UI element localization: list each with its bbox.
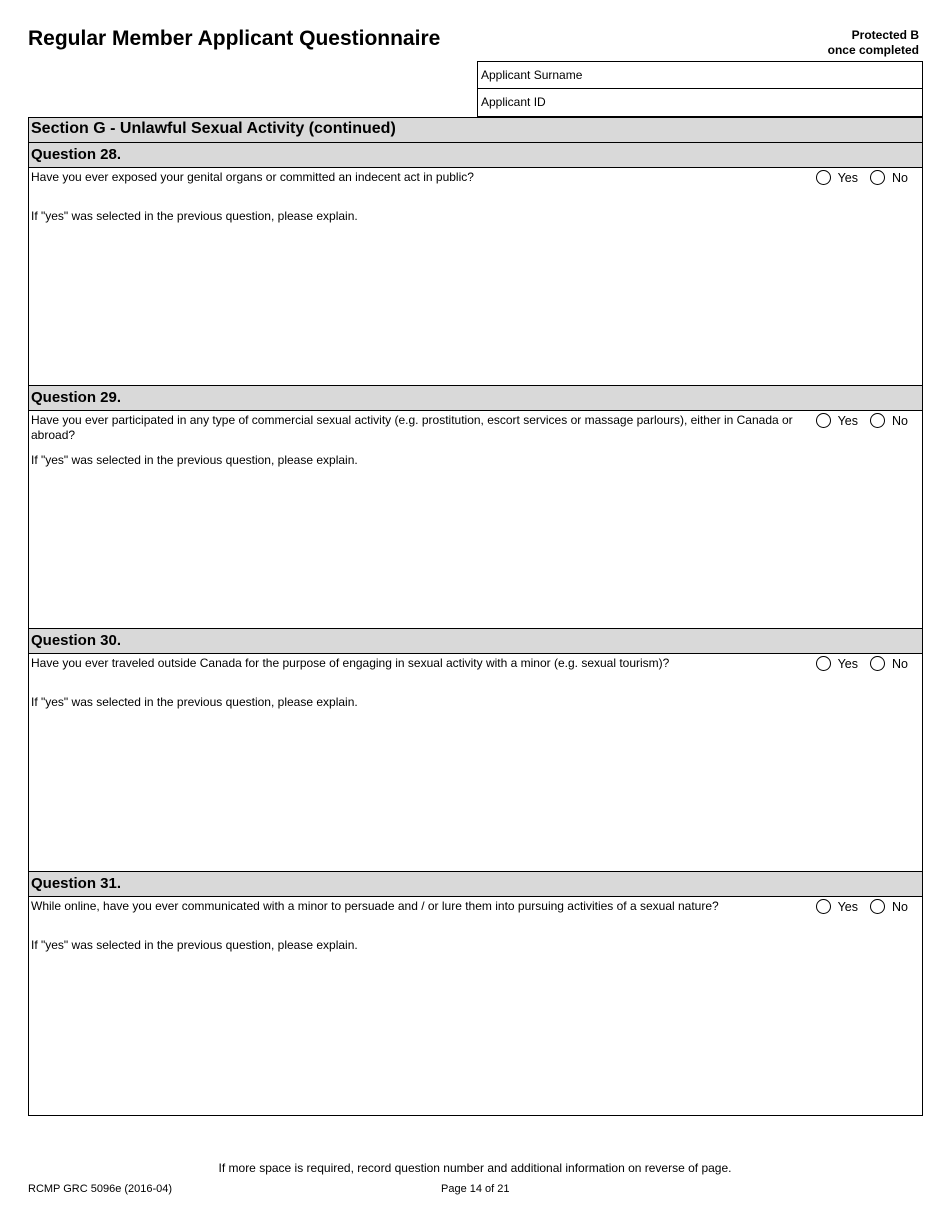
no-option[interactable]	[870, 413, 908, 428]
question-body	[29, 654, 922, 871]
form-title: Regular Member Applicant Questionnaire	[28, 27, 441, 50]
explain-prompt[interactable]: If "yes" was selected in the previous question, please explain.	[31, 695, 358, 709]
no-label: No	[892, 899, 908, 914]
yes-no-group	[816, 413, 908, 428]
question-28	[29, 143, 922, 386]
question-29	[29, 386, 922, 629]
no-option[interactable]	[870, 170, 908, 185]
yes-no-group	[816, 170, 908, 185]
question-text: While online, have you ever communicated with a minor to persuade and / or lure them into pursuing activities of a sexual nature?	[31, 899, 719, 913]
yes-option[interactable]	[816, 413, 858, 428]
question-header: Question 28.	[29, 143, 922, 168]
page-number: Page 14 of 21	[441, 1183, 510, 1195]
yes-option[interactable]	[816, 170, 858, 185]
applicant-id-field[interactable]: Applicant ID	[478, 89, 922, 117]
question-30	[29, 629, 922, 872]
question-form	[28, 117, 923, 1116]
no-radio[interactable]	[870, 656, 885, 671]
protected-line-2: once completed	[827, 43, 919, 57]
explain-prompt[interactable]: If "yes" was selected in the previous question, please explain.	[31, 209, 358, 223]
section-title: Section G - Unlawful Sexual Activity (continued)	[29, 118, 922, 143]
no-option[interactable]	[870, 899, 908, 914]
yes-option[interactable]	[816, 656, 858, 671]
no-radio[interactable]	[870, 170, 885, 185]
yes-radio[interactable]	[816, 899, 831, 914]
explain-prompt[interactable]: If "yes" was selected in the previous question, please explain.	[31, 453, 358, 467]
question-text: Have you ever participated in any type of commercial sexual activity (e.g. prostitution, escort services or massage parlours), either in Canada or abroad?	[31, 413, 793, 442]
yes-radio[interactable]	[816, 170, 831, 185]
yes-no-group	[816, 656, 908, 671]
footer-note: If more space is required, record question number and additional information on reverse of page.	[218, 1161, 732, 1175]
question-text: Have you ever traveled outside Canada for the purpose of engaging in sexual activity with a minor (e.g. sexual tourism)?	[31, 656, 670, 670]
yes-radio[interactable]	[816, 656, 831, 671]
form-id: RCMP GRC 5096e (2016-04)	[28, 1183, 173, 1195]
question-31	[29, 872, 922, 1115]
protected-line-1: Protected B	[851, 28, 919, 42]
question-header: Question 29.	[29, 386, 922, 411]
yes-label: Yes	[837, 170, 859, 185]
no-label: No	[892, 656, 908, 671]
question-body	[29, 168, 922, 385]
no-label: No	[892, 413, 908, 428]
question-header: Question 30.	[29, 629, 922, 654]
no-option[interactable]	[870, 656, 908, 671]
question-body	[29, 897, 922, 1114]
yes-label: Yes	[837, 413, 859, 428]
yes-label: Yes	[837, 899, 859, 914]
applicant-surname-field[interactable]: Applicant Surname	[478, 62, 922, 89]
question-body	[29, 411, 922, 628]
question-header: Question 31.	[29, 872, 922, 897]
question-text: Have you ever exposed your genital organs or committed an indecent act in public?	[31, 170, 474, 184]
explain-prompt[interactable]: If "yes" was selected in the previous question, please explain.	[31, 938, 358, 952]
protected-notice	[828, 28, 919, 58]
no-label: No	[892, 170, 908, 185]
applicant-info-box	[477, 61, 923, 117]
no-radio[interactable]	[870, 899, 885, 914]
yes-label: Yes	[837, 656, 859, 671]
no-radio[interactable]	[870, 413, 885, 428]
yes-option[interactable]	[816, 899, 858, 914]
yes-radio[interactable]	[816, 413, 831, 428]
yes-no-group	[816, 899, 908, 914]
